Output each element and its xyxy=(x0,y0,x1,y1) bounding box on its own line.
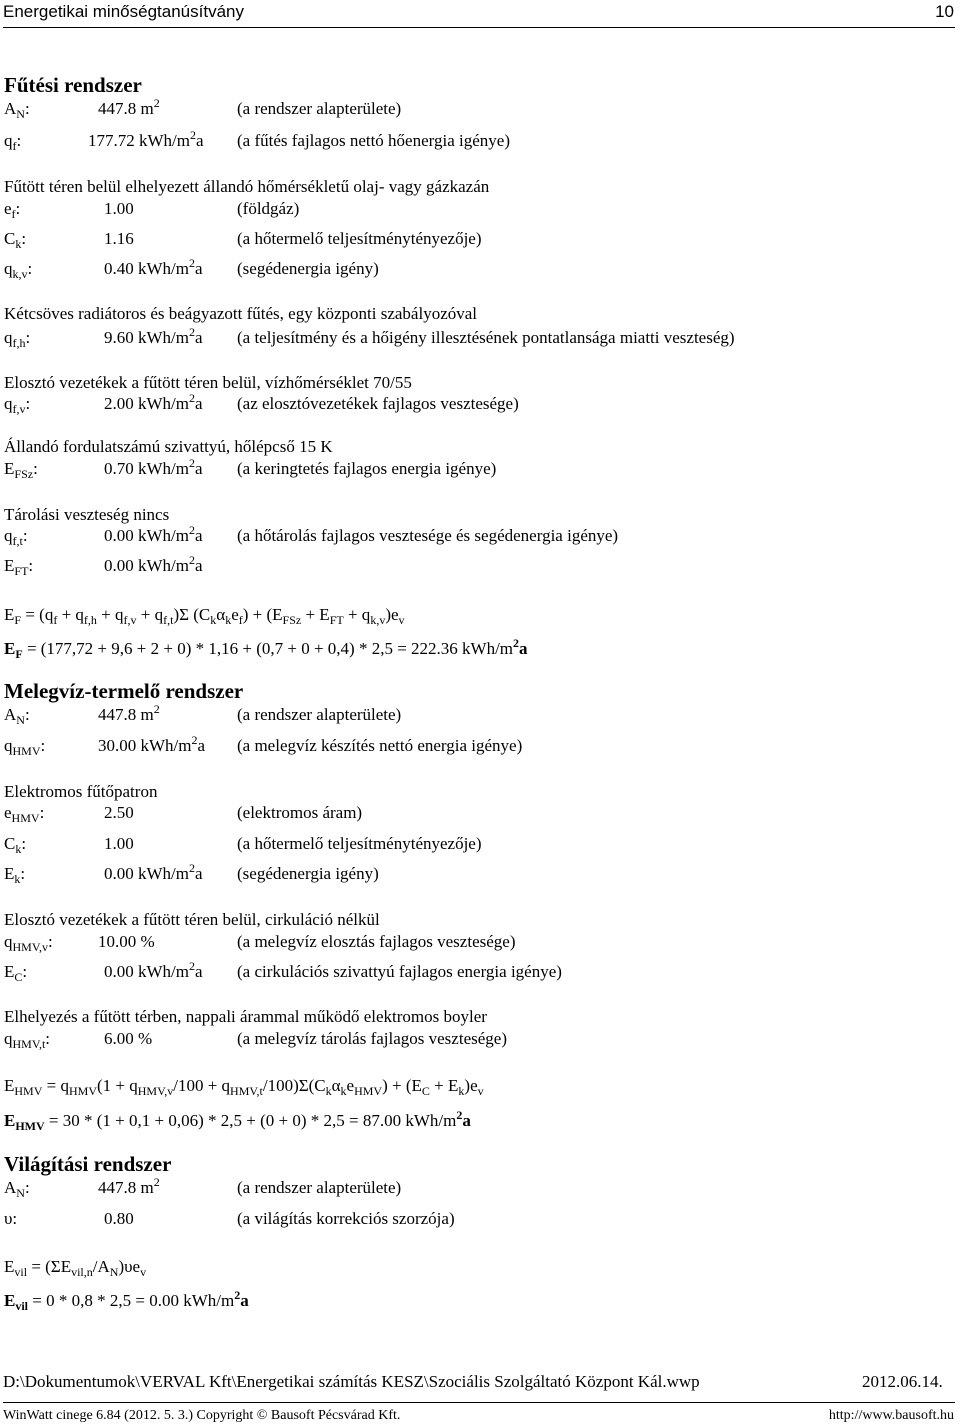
heating-formula: $E_F = (q_f + q_{f,h} + q_{f,v} + q_{f,t})\Sigma$ $(C_k\alpha_ke_f) + (E_{FSz} + E_{FT} + q_{k,v})e_v$ xyxy=(4,605,405,627)
heating-qft-row: $q_{f,t}$: 0.00 kWh/$m^2a$ (a hőtárolás fajlagos vesztesége és segédenergia igénye) xyxy=(4,523,619,548)
heating-ck-value: 1.16 xyxy=(104,229,134,248)
hotwater-distribution-desc: Elosztó vezetékek a fűtött téren belül, cirkuláció nélkül xyxy=(4,910,380,929)
heating-efsz-value: 0.70 kWh/m xyxy=(104,459,189,478)
heating-qkv-desc: (segédenergia igény) xyxy=(237,259,379,278)
lighting-area-value: 447.8 m xyxy=(98,1178,154,1197)
hotwater-qhmvt-value: 6.00 % xyxy=(104,1029,153,1048)
heating-ef-row: $e_f$: 1.00 (földgáz) xyxy=(4,199,300,221)
heating-qkv-value: 0.40 kWh/m xyxy=(104,259,189,278)
heating-qft-desc: (a hőtárolás fajlagos vesztesége és segédenergia igénye) xyxy=(237,526,619,545)
hotwater-calc-text: = 30 * (1 + 0,1 + 0,06) * 2,5 + (0 + 0) * 2,5 = 87.00 kWh/m xyxy=(48,1111,457,1130)
heating-qft-value: 0.00 kWh/m xyxy=(104,526,189,545)
hotwater-area-value: 447.8 m xyxy=(98,705,154,724)
hotwater-qhmv-value: 30.00 kWh/m xyxy=(98,736,192,755)
heating-pump-desc: Állandó fordulatszámú szivattyú, hőlépcső 15 K xyxy=(4,437,333,456)
hotwater-formula: $E_{HMV} = q_{HMV}(1 + q_{HMV,v}/100 + q_{HMV,t}/100)\Sigma(C_k\alpha_ke_{HMV}) + (E_C + E_k)e_v$ xyxy=(4,1076,484,1098)
heating-qfv-value: 2.00 kWh/m xyxy=(104,394,189,413)
hotwater-calc: $E_{HMV} = 30 * (1 + 0,1 + 0,06) * 2,5 + (0 + 0) * 2,5 = 87.00$ kWh/$m^2a$ xyxy=(4,1108,471,1133)
hotwater-boiler-desc: Elhelyezés a fűtött térben, nappali árammal működő elektromos boyler xyxy=(4,1007,487,1026)
hotwater-section-title: Melegvíz-termelő rendszer xyxy=(4,679,244,703)
page-header xyxy=(3,2,954,26)
lighting-upsilon-desc: (a világítás korrekciós szorzója) xyxy=(237,1209,455,1228)
heating-area-row: $A_N$: 447.8 $m^2$ (a rendszer alapterülete) xyxy=(4,96,402,121)
hotwater-qhmv-desc: (a melegvíz készítés nettó energia igénye) xyxy=(237,736,523,755)
hotwater-ec-row: $E_C$: 0.00 kWh/$m^2a$ (a cirkulációs szivattyú fajlagos energia igénye) xyxy=(4,959,562,984)
hotwater-qhmvv-row: $q_{HMV,v}$: 10.00 % (a melegvíz elosztás fajlagos vesztesége) xyxy=(4,932,516,954)
footer-url: http://www.bausoft.hu xyxy=(828,1408,954,1423)
page-number: 10 xyxy=(935,2,954,21)
hotwater-ek-row: $E_k$: 0.00 kWh/$m^2a$ (segédenergia igény) xyxy=(4,861,379,886)
lighting-section-title: Világítási rendszer xyxy=(4,1152,172,1176)
lighting-calc: $E_{vil} = 0 * 0,8 * 2,5 = 0.00$ kWh/$m^2a$ xyxy=(4,1288,249,1313)
heating-qf-desc: (a fűtés fajlagos nettó hőenergia igénye) xyxy=(237,131,510,150)
hotwater-ehmv-desc: (elektromos áram) xyxy=(237,803,363,822)
heating-ck-row: $C_k$: 1.16 (a hőtermelő teljesítménytényezője) xyxy=(4,229,482,251)
lighting-area-row: $A_N$: 447.8 $m^2$ (a rendszer alapterülete) xyxy=(4,1175,402,1200)
heating-section-title: Fűtési rendszer xyxy=(4,73,142,97)
hotwater-ck-desc: (a hőtermelő teljesítménytényezője) xyxy=(237,834,482,853)
heating-calc-text: = (177,72 + 9,6 + 2 + 0) * 1,16 + (0,7 + 0 + 0,4) * 2,5 = 222.36 kWh/m xyxy=(26,639,514,658)
heating-distribution-desc: Elosztó vezetékek a fűtött téren belül, vízhőmérséklet 70/55 xyxy=(4,373,412,392)
lighting-calc-text: = 0 * 0,8 * 2,5 = 0.00 kWh/m xyxy=(32,1291,235,1310)
heating-area-desc: (a rendszer alapterülete) xyxy=(237,99,402,118)
header-divider xyxy=(3,27,955,28)
heating-ef-value: 1.00 xyxy=(104,199,134,218)
heating-eft-row: $E_{FT}$: 0.00 kWh/$m^2a$ xyxy=(4,553,203,578)
heating-eft-value: 0.00 kWh/m xyxy=(104,556,189,575)
heating-qfv-desc: (az elosztóvezetékek fajlagos vesztesége) xyxy=(237,394,519,413)
hotwater-qhmvv-value: 10.00 % xyxy=(98,932,155,951)
footer-software: WinWatt cinege 6.84 (2012. 5. 3.) Copyright © Bausoft Pécsvárad Kft. xyxy=(3,1408,401,1423)
heating-ck-desc: (a hőtermelő teljesítménytényezője) xyxy=(237,229,482,248)
heating-qf-row: $q_f$: 177.72 kWh/$m^2a$ (a fűtés fajlagos nettó hőenergia igénye) xyxy=(4,128,510,153)
heating-qfh-desc: (a teljesítmény és a hőigény illesztésének pontatlansága miatti veszteség) xyxy=(237,328,735,347)
heating-qfh-value: 9.60 kWh/m xyxy=(104,328,189,347)
hotwater-qhmvt-desc: (a melegvíz tárolás fajlagos vesztesége) xyxy=(237,1029,507,1048)
footer-divider xyxy=(3,1402,955,1403)
hotwater-ck-value: 1.00 xyxy=(104,834,134,853)
hotwater-ehmv-row: $e_{HMV}$: 2.50 (elektromos áram) xyxy=(4,803,363,825)
footer-date: 2012.06.14. xyxy=(862,1372,943,1391)
hotwater-ec-desc: (a cirkulációs szivattyú fajlagos energia igénye) xyxy=(237,962,562,981)
lighting-area-desc: (a rendszer alapterülete) xyxy=(237,1178,402,1197)
heating-efsz-row: $E_{FSz}$: 0.70 kWh/$m^2a$ (a keringtetés fajlagos energia igénye) xyxy=(4,456,497,481)
lighting-upsilon-row: υ: 0.80 (a világítás korrekciós szorzója) xyxy=(4,1209,455,1228)
heating-qkv-row: $q_{k,v}$: 0.40 kWh/$m^2a$ (segédenergia igény) xyxy=(4,256,379,281)
lighting-upsilon-value: 0.80 xyxy=(104,1209,134,1228)
hotwater-ek-value: 0.00 kWh/m xyxy=(104,864,189,883)
footer-file-path: D:\Dokumentumok\VERVAL Kft\Energetikai számítás KESZ\Szociális Szolgáltató Központ Kál.wwp xyxy=(3,1372,700,1391)
hotwater-qhmvv-desc: (a melegvíz elosztás fajlagos vesztesége) xyxy=(237,932,516,951)
heating-qf-value: 177.72 kWh/m xyxy=(88,131,190,150)
document-title: Energetikai minőségtanúsítvány xyxy=(3,2,244,21)
heating-calc: $E_F = (177,72 + 9,6 + 2 + 0) * 1,16 + (0,7 + 0 + 0,4) * 2,5 = 222.36$ kWh/$m^2a$ xyxy=(4,636,528,661)
hotwater-qhmv-row: $q_{HMV}$: 30.00 kWh/$m^2a$ (a melegvíz készítés nettó energia igénye) xyxy=(4,733,523,758)
heating-boiler-desc: Fűtött téren belül elhelyezett állandó hőmérsékletű olaj- vagy gázkazán xyxy=(4,177,490,196)
heating-storage-desc: Tárolási veszteség nincs xyxy=(4,505,170,524)
hotwater-area-desc: (a rendszer alapterülete) xyxy=(237,705,402,724)
heating-qfh-row: $q_{f,h}$: 9.60 kWh/$m^2a$ (a teljesítmény és a hőigény illesztésének pontatlansága miatti veszteség) xyxy=(4,325,735,350)
heating-area-value: 447.8 m xyxy=(98,99,154,118)
hotwater-area-row: $A_N$: 447.8 $m^2$ (a rendszer alapterülete) xyxy=(4,702,402,727)
hotwater-heater-desc: Elektromos fűtőpatron xyxy=(4,782,158,801)
hotwater-ec-value: 0.00 kWh/m xyxy=(104,962,189,981)
hotwater-ehmv-value: 2.50 xyxy=(104,803,134,822)
heating-ef-desc: (földgáz) xyxy=(237,199,300,218)
hotwater-qhmvt-row: $q_{HMV,t}$: 6.00 % (a melegvíz tárolás fajlagos vesztesége) xyxy=(4,1029,507,1051)
heating-emitter-desc: Kétcsöves radiátoros és beágyazott fűtés, egy központi szabályozóval xyxy=(4,304,478,323)
heating-qfv-row: $q_{f,v}$: 2.00 kWh/$m^2a$ (az elosztóvezetékek fajlagos vesztesége) xyxy=(4,391,519,416)
lighting-formula: $E_{vil} = (\Sigma E_{vil,n}/A_N)\upsilon e_v$ xyxy=(4,1257,147,1279)
hotwater-ek-desc: (segédenergia igény) xyxy=(237,864,379,883)
heating-efsz-desc: (a keringtetés fajlagos energia igénye) xyxy=(237,459,497,478)
hotwater-ck-row: $C_k$: 1.00 (a hőtermelő teljesítménytényezője) xyxy=(4,834,482,856)
